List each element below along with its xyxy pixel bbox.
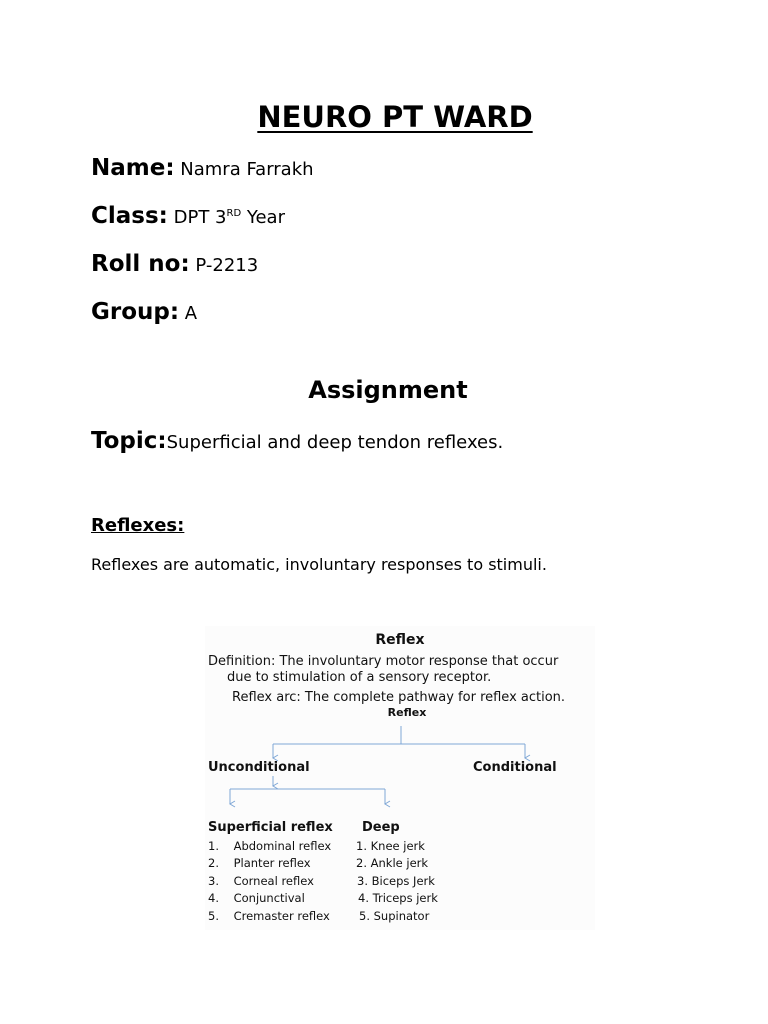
figure-definition-line2: due to stimulation of a sensory receptor.	[227, 670, 492, 685]
superficial-item: 5. Cremaster reflex	[208, 909, 330, 923]
superficial-list	[208, 839, 331, 923]
deep-list	[356, 839, 438, 923]
superficial-item: 2. Planter reflex	[208, 856, 311, 870]
class-value-post: Year	[241, 207, 285, 228]
deep-item: 1. Knee jerk	[356, 839, 425, 853]
class-value	[174, 207, 285, 228]
tree-connectors-bottom	[230, 776, 385, 804]
superficial-item: 3. Corneal reflex	[208, 874, 314, 888]
reflex-figure	[205, 626, 595, 930]
deep-item: 2. Ankle jerk	[356, 856, 429, 870]
roll-value: P-2213	[195, 255, 259, 276]
deep-item: 3. Biceps Jerk	[357, 874, 435, 888]
reflexes-heading: Reflexes:	[91, 515, 185, 536]
group-value: A	[184, 303, 198, 324]
tree-connectors-top	[273, 726, 525, 758]
name-field	[91, 155, 314, 181]
class-value-sup: RD	[226, 208, 242, 219]
deep-item: 4. Triceps jerk	[358, 891, 438, 905]
document-title: NEURO PT WARD	[257, 100, 533, 134]
roll-field	[91, 251, 258, 277]
deep-heading: Deep	[362, 820, 400, 835]
name-value: Namra Farrakh	[180, 159, 314, 180]
class-field	[91, 203, 285, 229]
class-value-pre: DPT 3	[173, 207, 227, 228]
deep-item: 5. Supinator	[359, 909, 430, 923]
conditional-node: Conditional	[473, 760, 557, 775]
figure-definition-line1: Definition: The involuntary motor response that occur	[208, 654, 559, 669]
topic-field	[91, 428, 503, 454]
reflexes-text: Reflexes are automatic, involuntary responses to stimuli.	[91, 555, 547, 574]
group-field	[91, 299, 197, 325]
superficial-heading: Superficial reflex	[208, 820, 333, 835]
figure-reflex-arc: Reflex arc: The complete pathway for reflex action.	[232, 690, 566, 705]
reflex-diagram	[205, 626, 595, 930]
figure-root-node: Reflex	[387, 706, 427, 719]
figure-title: Reflex	[375, 632, 425, 648]
unconditional-node: Unconditional	[208, 760, 310, 775]
superficial-item: 1. Abdominal reflex	[208, 839, 332, 853]
assignment-heading: Assignment	[308, 376, 468, 404]
class-label: Class:	[91, 203, 168, 229]
name-label: Name:	[91, 155, 175, 181]
group-label: Group:	[91, 299, 180, 325]
roll-label: Roll no:	[91, 251, 190, 277]
superficial-item: 4. Conjunctival	[208, 891, 305, 905]
topic-label: Topic:	[91, 428, 167, 454]
topic-value: Superficial and deep tendon reflexes.	[166, 432, 504, 453]
